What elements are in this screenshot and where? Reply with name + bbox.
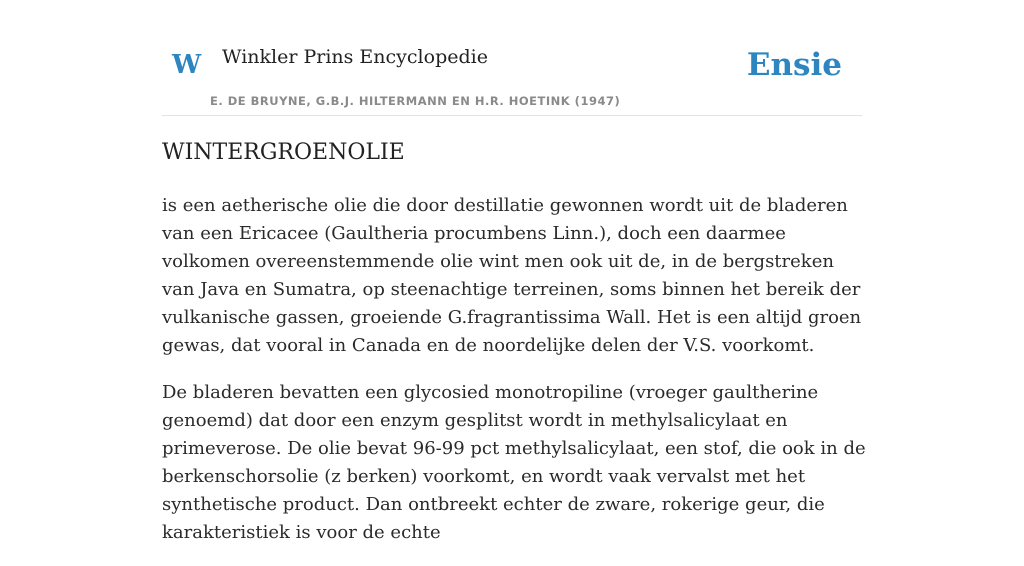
brand-logo[interactable]: Ensie — [746, 47, 842, 83]
site-logo[interactable]: W — [172, 50, 202, 80]
article-paragraph: De bladeren bevatten een glycosied monotropiline (vroeger gaultherine genoemd) dat door een enzym gesplitst wordt in methylsalicylaat en primeverose. De olie bevat 96-99 pct methylsalicylaat, een stof, die ook in de berkenschorsolie (z berken) voorkomt, en wordt vaak vervalst met het synthetische product. Dan ontbreekt echter de zware, rokerige geur, die karakteristiek is voor de echte — [162, 382, 866, 543]
article-body — [162, 192, 867, 566]
site-title[interactable]: Winkler Prins Encyclopedie — [222, 46, 488, 68]
article-title: WINTERGROENOLIE — [162, 140, 405, 165]
site-header — [162, 38, 862, 116]
source-authors: E. DE BRUYNE, G.B.J. HILTERMANN EN H.R. HOETINK (1947) — [210, 94, 621, 108]
article-paragraph: is een aetherische olie die door destillatie gewonnen wordt uit de bladeren van een Ericacee (Gaultheria procumbens Linn.), doch een daarmee volkomen overeenstemmende olie wint men ook uit de, in de bergstreken van Java en Sumatra, op steenachtige terreinen, soms binnen het bereik der vulkanische gassen, groeiende G.fragrantissima Wall. Het is een altijd groen gewas, dat vooral in Canada en de noordelijke delen der V.S. voorkomt. — [162, 195, 862, 356]
